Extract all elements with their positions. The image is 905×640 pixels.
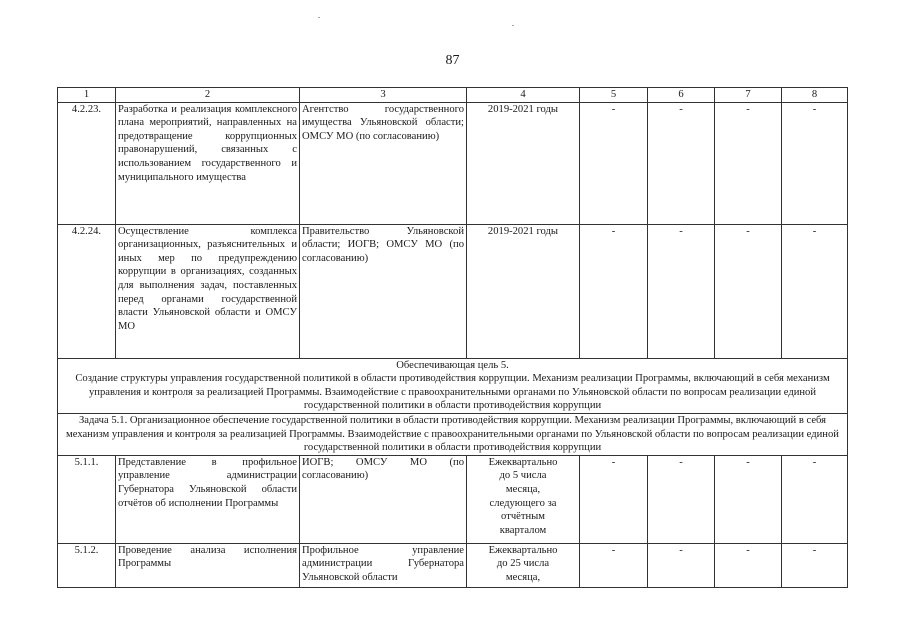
column-number: 8	[782, 88, 848, 103]
task-row	[58, 413, 848, 455]
task-cell: Задача 5.1. Организационное обеспечение государственной политики в области противодействия коррупции. Механизм реализации Программы, включающий в себя механизм управления и контроля за реализацией Программы. Взаимодействие с правоохранительными органами по Ульяновской области по вопросам реализации единой государственной политики в области противодействия коррупции	[58, 413, 848, 455]
period-text: 2019-2021 годы	[467, 102, 580, 224]
column-number: 7	[715, 88, 782, 103]
column-number-row	[58, 88, 848, 103]
period-text: Ежеквартально до 25 числа месяца,	[467, 543, 580, 587]
table-row	[58, 455, 848, 543]
item-number: 4.2.24.	[58, 224, 116, 358]
item-number: 4.2.23.	[58, 102, 116, 224]
funding-cell: -	[648, 455, 715, 543]
activity-text: Проведение анализа исполнения Программы	[116, 543, 300, 587]
column-number: 6	[648, 88, 715, 103]
item-number: 5.1.2.	[58, 543, 116, 587]
funding-cell: -	[648, 102, 715, 224]
activity-text: Представление в профильное управление администрации Губернатора Ульяновской области отчётов об исполнении Программы	[116, 455, 300, 543]
funding-cell: -	[782, 455, 848, 543]
scan-speck	[318, 17, 320, 18]
goal-text: Создание структуры управления государственной политикой в области противодействия коррупции. Механизм реализации Программы, включающий в себя механизм управления и контроля за реализацией Программы. Взаимодействие с правоохранительными органами по Ульяновской области по вопросам реализации единой государственной политики в области противодействия коррупции	[75, 373, 830, 412]
funding-cell: -	[782, 543, 848, 587]
column-number: 5	[580, 88, 648, 103]
funding-cell: -	[580, 224, 648, 358]
period-text: 2019-2021 годы	[467, 224, 580, 358]
column-number: 2	[116, 88, 300, 103]
column-number: 4	[467, 88, 580, 103]
funding-cell: -	[648, 224, 715, 358]
funding-cell: -	[715, 455, 782, 543]
goal-row	[58, 358, 848, 413]
goal-title: Обеспечивающая цель 5.	[396, 359, 509, 371]
funding-cell: -	[580, 455, 648, 543]
activity-text: Разработка и реализация комплексного плана мероприятий, направленных на предотвращение коррупционных правонарушений, связанных с использованием государственного и муниципального имущества	[116, 102, 300, 224]
funding-cell: -	[648, 543, 715, 587]
column-number: 1	[58, 88, 116, 103]
table-row	[58, 102, 848, 224]
responsible-text: Правительство Ульяновской области; ИОГВ; ОМСУ МО (по согласованию)	[300, 224, 467, 358]
responsible-text: ИОГВ; ОМСУ МО (по согласованию)	[300, 455, 467, 543]
funding-cell: -	[580, 543, 648, 587]
activity-text: Осуществление комплекса организационных, разъяснительных и иных мер по предупреждению коррупции в организациях, созданных для выполнения задач, поставленных перед органами государственной власти Ульяновской области и ОМСУ МО	[116, 224, 300, 358]
responsible-text: Агентство государственного имущества Ульяновской области; ОМСУ МО (по согласованию)	[300, 102, 467, 224]
funding-cell: -	[782, 102, 848, 224]
item-number: 5.1.1.	[58, 455, 116, 543]
scan-speck	[512, 25, 514, 26]
funding-cell: -	[715, 543, 782, 587]
page-number: 87	[445, 53, 460, 68]
funding-cell: -	[715, 224, 782, 358]
table-row	[58, 224, 848, 358]
goal-cell	[58, 358, 848, 413]
funding-cell: -	[782, 224, 848, 358]
responsible-text: Профильное управление администрации Губернатора Ульяновской области	[300, 543, 467, 587]
table-row	[58, 543, 848, 587]
funding-cell: -	[715, 102, 782, 224]
funding-cell: -	[580, 102, 648, 224]
period-text: Ежеквартально до 5 числа месяца, следующего за отчётным кварталом	[467, 455, 580, 543]
program-table	[57, 87, 848, 588]
column-number: 3	[300, 88, 467, 103]
